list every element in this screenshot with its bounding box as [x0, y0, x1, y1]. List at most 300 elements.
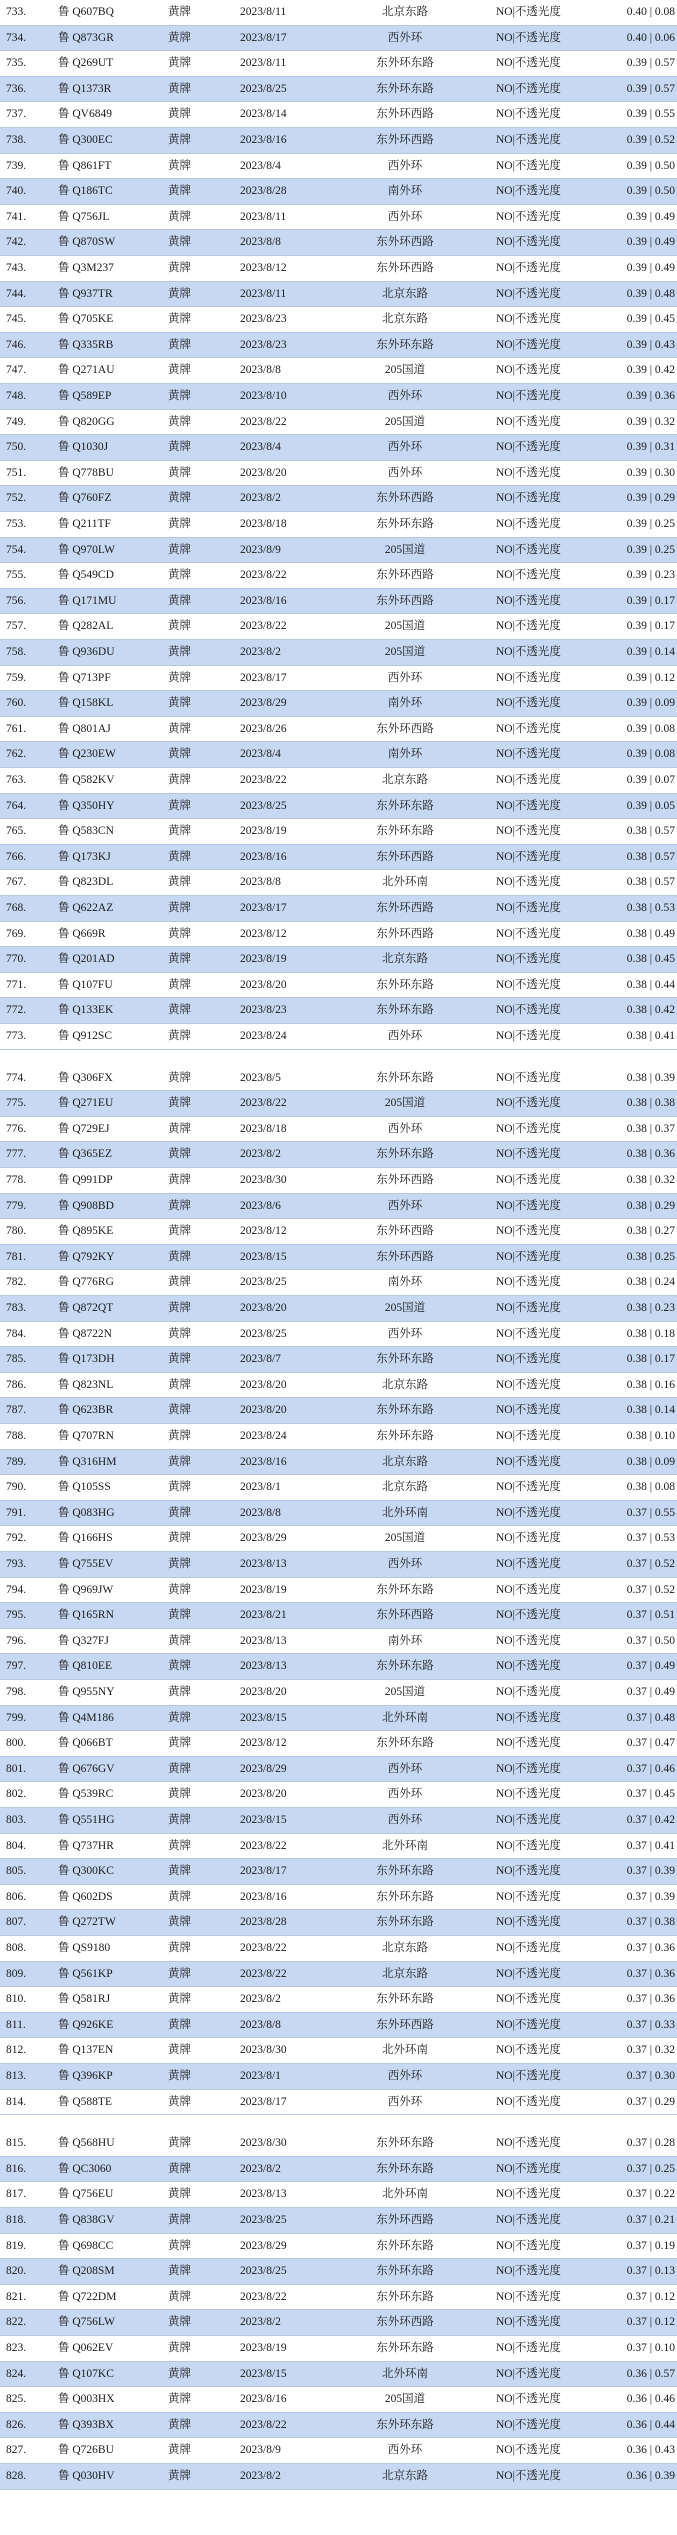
opacity-values: 0.39 | 0.25 — [626, 518, 675, 530]
location: 西外环 — [387, 1122, 423, 1135]
inspection-date: 2023/8/25 — [240, 1327, 287, 1340]
row-number: 823. — [6, 2342, 27, 2354]
inspection-date: 2023/8/8 — [240, 2018, 281, 2031]
location: 西外环 — [387, 2444, 423, 2457]
plate-color: 黄牌 — [168, 390, 191, 402]
row-number: 811. — [6, 2018, 26, 2031]
plate-number: 鲁 Q713PF — [58, 671, 111, 684]
location: 西外环 — [387, 159, 423, 172]
location: 南外环 — [387, 1634, 423, 1647]
location: 东外环东路 — [376, 1890, 434, 1903]
plate-number: 鲁 Q107FU — [58, 978, 113, 991]
opacity-values: 0.39 | 0.08 — [626, 748, 675, 761]
table-row — [0, 461, 677, 487]
row-number: 738. — [6, 134, 27, 146]
plate-number: 鲁 Q8722N — [58, 1327, 112, 1340]
plate-number: 鲁 Q705KE — [58, 313, 114, 326]
location: 西外环 — [387, 441, 423, 454]
table-row — [0, 1117, 677, 1143]
row-number: 804. — [6, 1839, 27, 1852]
plate-number: 鲁 Q107KC — [58, 2367, 114, 2380]
plate-number: 鲁 Q300KC — [58, 1865, 114, 1878]
inspection-date: 2023/8/13 — [240, 2188, 287, 2201]
row-number: 750. — [6, 441, 27, 454]
result: NO|不透光度 — [496, 1276, 561, 1289]
opacity-values: 0.37 | 0.55 — [626, 1506, 675, 1519]
plate-color: 黄牌 — [168, 466, 191, 479]
row-number: 827. — [6, 2444, 27, 2457]
opacity-values: 0.38 | 0.16 — [626, 1378, 675, 1391]
result: NO|不透光度 — [496, 1865, 561, 1878]
plate-number: 鲁 Q030HV — [58, 2470, 115, 2482]
plate-color: 黄牌 — [168, 31, 191, 44]
plate-color: 黄牌 — [168, 1097, 191, 1110]
plate-color: 黄牌 — [168, 1788, 191, 1801]
table-row — [0, 2413, 677, 2439]
location: 东外环西路 — [376, 569, 434, 582]
inspection-date: 2023/8/2 — [240, 492, 281, 505]
plate-number: 鲁 Q872QT — [58, 1302, 114, 1314]
inspection-date: 2023/8/20 — [240, 1378, 287, 1391]
result: NO|不透光度 — [496, 722, 561, 735]
result: NO|不透光度 — [496, 338, 561, 351]
plate-color: 黄牌 — [168, 6, 191, 18]
location: 东外环西路 — [376, 1250, 434, 1263]
location: 205国道 — [384, 364, 426, 377]
plate-number: 鲁 Q105SS — [58, 1481, 111, 1494]
inspection-date: 2023/8/15 — [240, 2367, 287, 2380]
inspection-date: 2023/8/22 — [240, 1839, 287, 1852]
table-row — [0, 384, 677, 410]
plate-number: 鲁 Q173KJ — [58, 850, 111, 863]
location: 东外环西路 — [376, 594, 434, 607]
inspection-date: 2023/8/4 — [240, 441, 281, 454]
inspection-date: 2023/8/21 — [240, 1609, 287, 1622]
location: 北京东路 — [382, 774, 428, 786]
table-row — [0, 2013, 677, 2039]
inspection-date: 2023/8/25 — [240, 82, 287, 95]
location: 西外环 — [387, 1558, 423, 1570]
location: 北京东路 — [382, 1378, 428, 1391]
row-number: 751. — [6, 466, 27, 479]
inspection-date: 2023/8/17 — [240, 671, 287, 684]
opacity-values: 0.38 | 0.38 — [626, 1097, 675, 1110]
table-row — [0, 1450, 677, 1476]
table-row — [0, 1424, 677, 1450]
opacity-values: 0.39 | 0.08 — [626, 722, 675, 735]
opacity-values: 0.39 | 0.49 — [626, 236, 675, 249]
table-row — [0, 614, 677, 640]
plate-number: 鲁 Q602DS — [58, 1890, 113, 1903]
plate-color: 黄牌 — [168, 1506, 191, 1519]
row-number: 784. — [6, 1327, 27, 1340]
table-row — [0, 333, 677, 359]
opacity-values: 0.39 | 0.14 — [626, 646, 675, 658]
plate-number: 鲁 Q549CD — [58, 569, 114, 582]
table-row — [0, 666, 677, 692]
location: 205国道 — [384, 2393, 426, 2406]
table-row — [0, 1296, 677, 1322]
result: NO|不透光度 — [496, 978, 561, 991]
inspection-date: 2023/8/20 — [240, 1404, 287, 1417]
plate-number: 鲁 Q895KE — [58, 1225, 114, 1238]
row-number: 819. — [6, 2239, 27, 2252]
inspection-date: 2023/8/12 — [240, 1737, 287, 1750]
plate-color: 黄牌 — [168, 2188, 191, 2201]
plate-color: 黄牌 — [168, 671, 191, 684]
result: NO|不透光度 — [496, 1404, 561, 1417]
row-number: 773. — [6, 1030, 27, 1042]
row-number: 769. — [6, 927, 27, 940]
row-number: 775. — [6, 1097, 27, 1110]
plate-color: 黄牌 — [168, 1276, 191, 1289]
plate-number: 鲁 Q607BQ — [58, 6, 114, 18]
plate-color: 黄牌 — [168, 313, 191, 326]
plate-color: 黄牌 — [168, 134, 191, 146]
location: 西外环 — [387, 671, 423, 684]
plate-number: 鲁 Q335RB — [58, 338, 114, 351]
opacity-values: 0.37 | 0.53 — [626, 1532, 675, 1545]
table-row — [0, 1859, 677, 1885]
opacity-values: 0.39 | 0.42 — [626, 364, 675, 377]
result: NO|不透光度 — [496, 1122, 561, 1135]
inspection-date: 2023/8/1 — [240, 1481, 281, 1494]
opacity-values: 0.39 | 0.52 — [626, 134, 675, 146]
row-number: 768. — [6, 902, 27, 914]
opacity-values: 0.37 | 0.10 — [626, 2342, 675, 2354]
row-number: 801. — [6, 1762, 27, 1775]
inspection-date: 2023/8/29 — [240, 1532, 287, 1545]
location: 东外环东路 — [376, 1737, 434, 1750]
table-row — [0, 2387, 677, 2413]
table-row — [0, 1987, 677, 2013]
location: 北京东路 — [382, 953, 428, 966]
plate-number: 鲁 Q581RJ — [58, 1993, 111, 2006]
row-number: 786. — [6, 1378, 27, 1391]
table-row — [0, 1552, 677, 1578]
result: NO|不透光度 — [496, 1030, 561, 1042]
row-number: 736. — [6, 82, 27, 95]
plate-number: 鲁 Q062EV — [58, 2342, 114, 2354]
location: 西外环 — [387, 210, 423, 223]
opacity-values: 0.39 | 0.49 — [626, 210, 675, 223]
opacity-values: 0.37 | 0.36 — [626, 1942, 675, 1954]
inspection-date: 2023/8/15 — [240, 1250, 287, 1263]
plate-number: 鲁 Q186TC — [58, 185, 113, 198]
row-number: 797. — [6, 1660, 27, 1673]
result: NO|不透光度 — [496, 236, 561, 249]
row-number: 785. — [6, 1353, 27, 1366]
plate-color: 黄牌 — [168, 1890, 191, 1903]
table-row — [0, 998, 677, 1024]
table-row — [0, 358, 677, 384]
plate-color: 黄牌 — [168, 364, 191, 377]
plate-color: 黄牌 — [168, 1634, 191, 1647]
result: NO|不透光度 — [496, 825, 561, 838]
result: NO|不透光度 — [496, 2393, 561, 2406]
row-number: 772. — [6, 1004, 27, 1017]
opacity-values: 0.38 | 0.32 — [626, 1174, 675, 1186]
row-number: 796. — [6, 1634, 27, 1647]
opacity-values: 0.39 | 0.57 — [626, 82, 675, 95]
opacity-values: 0.39 | 0.48 — [626, 287, 675, 300]
table-row — [0, 2285, 677, 2311]
inspection-date: 2023/8/28 — [240, 185, 287, 198]
result: NO|不透光度 — [496, 748, 561, 761]
result: NO|不透光度 — [496, 2470, 561, 2482]
opacity-values: 0.38 | 0.49 — [626, 927, 675, 940]
plate-number: 鲁 Q755EV — [58, 1558, 114, 1570]
inspection-date: 2023/8/18 — [240, 1122, 287, 1135]
opacity-values: 0.38 | 0.42 — [626, 1004, 675, 1017]
location: 北京东路 — [382, 1455, 428, 1468]
location: 东外环东路 — [376, 1583, 434, 1596]
inspection-date: 2023/8/22 — [240, 569, 287, 582]
result: NO|不透光度 — [496, 82, 561, 95]
inspection-date: 2023/8/5 — [240, 1071, 281, 1084]
inspection-date: 2023/8/2 — [240, 646, 281, 658]
opacity-values: 0.38 | 0.45 — [626, 953, 675, 966]
result: NO|不透光度 — [496, 57, 561, 70]
table-row — [0, 2157, 677, 2183]
plate-color: 黄牌 — [168, 108, 191, 121]
result: NO|不透光度 — [496, 1942, 561, 1954]
result: NO|不透光度 — [496, 1737, 561, 1750]
opacity-values: 0.39 | 0.07 — [626, 774, 675, 786]
location: 北京东路 — [382, 2470, 428, 2482]
result: NO|不透光度 — [496, 313, 561, 326]
location: 东外环东路 — [376, 2137, 434, 2150]
result: NO|不透光度 — [496, 1814, 561, 1826]
plate-number: 鲁 Q269UT — [58, 57, 114, 70]
table-row — [0, 154, 677, 180]
result: NO|不透光度 — [496, 1097, 561, 1110]
row-number: 822. — [6, 2316, 27, 2329]
plate-number: 鲁 QC3060 — [58, 2162, 112, 2175]
row-number: 757. — [6, 620, 27, 633]
table-row — [0, 896, 677, 922]
row-number: 774. — [6, 1071, 27, 1084]
inspection-date: 2023/8/29 — [240, 2239, 287, 2252]
opacity-values: 0.36 | 0.57 — [626, 2367, 675, 2380]
row-number: 821. — [6, 2290, 27, 2303]
row-number: 761. — [6, 722, 27, 735]
inspection-date: 2023/8/7 — [240, 1353, 281, 1366]
inspection-date: 2023/8/20 — [240, 1788, 287, 1801]
inspection-date: 2023/8/25 — [240, 1276, 287, 1289]
table-row — [0, 819, 677, 845]
plate-number: 鲁 Q801AJ — [58, 722, 111, 735]
location: 东外环东路 — [376, 1004, 434, 1017]
row-number: 824. — [6, 2367, 27, 2380]
plate-color: 黄牌 — [168, 1481, 191, 1494]
opacity-values: 0.36 | 0.46 — [626, 2393, 675, 2406]
plate-color: 黄牌 — [168, 1967, 191, 1980]
table-row — [0, 1834, 677, 1860]
opacity-values: 0.37 | 0.30 — [626, 2070, 675, 2082]
table-row — [0, 307, 677, 333]
location: 东外环东路 — [376, 2239, 434, 2252]
plate-color: 黄牌 — [168, 2018, 191, 2031]
plate-number: 鲁 Q926KE — [58, 2018, 114, 2031]
inspection-date: 2023/8/22 — [240, 1097, 287, 1110]
opacity-values: 0.36 | 0.44 — [626, 2418, 675, 2431]
location: 北京东路 — [382, 287, 428, 300]
opacity-values: 0.37 | 0.39 — [626, 1865, 675, 1878]
row-number: 809. — [6, 1967, 27, 1980]
row-number: 739. — [6, 159, 27, 172]
location: 东外环西路 — [376, 2018, 434, 2031]
row-number: 735. — [6, 57, 27, 70]
row-number: 793. — [6, 1558, 27, 1570]
table-row — [0, 1245, 677, 1271]
location: 东外环东路 — [376, 57, 434, 70]
inspection-date: 2023/8/24 — [240, 1030, 287, 1042]
plate-color: 黄牌 — [168, 927, 191, 940]
location: 东外环西路 — [376, 2214, 434, 2226]
opacity-values: 0.37 | 0.48 — [626, 1711, 675, 1724]
row-number: 802. — [6, 1788, 27, 1801]
result: NO|不透光度 — [496, 1481, 561, 1494]
table-row — [0, 1270, 677, 1296]
result: NO|不透光度 — [496, 415, 561, 428]
location: 西外环 — [387, 1199, 423, 1212]
opacity-values: 0.38 | 0.57 — [626, 850, 675, 863]
opacity-values: 0.37 | 0.32 — [626, 2044, 675, 2057]
plate-number: 鲁 Q230EW — [58, 748, 116, 761]
plate-number: 鲁 Q756EU — [58, 2188, 114, 2201]
plate-color: 黄牌 — [168, 2265, 191, 2278]
result: NO|不透光度 — [496, 953, 561, 966]
plate-color: 黄牌 — [168, 1583, 191, 1596]
plate-number: 鲁 Q3M237 — [58, 262, 114, 274]
plate-color: 黄牌 — [168, 569, 191, 582]
table-row — [0, 1066, 677, 1092]
opacity-values: 0.38 | 0.09 — [626, 1455, 675, 1468]
opacity-values: 0.37 | 0.45 — [626, 1788, 675, 1801]
plate-color: 黄牌 — [168, 902, 191, 914]
plate-number: 鲁 Q551HG — [58, 1814, 115, 1826]
plate-number: 鲁 Q969JW — [58, 1583, 114, 1596]
table-row — [0, 1629, 677, 1655]
table-row — [0, 768, 677, 794]
opacity-values: 0.39 | 0.25 — [626, 543, 675, 556]
row-number: 780. — [6, 1225, 27, 1238]
location: 205国道 — [384, 1097, 426, 1110]
plate-color: 黄牌 — [168, 1004, 191, 1017]
result: NO|不透光度 — [496, 1353, 561, 1366]
row-number: 805. — [6, 1865, 27, 1878]
plate-number: 鲁 Q272TW — [58, 1916, 116, 1929]
table-row — [0, 1501, 677, 1527]
plate-number: 鲁 Q991DP — [58, 1174, 113, 1186]
inspection-date: 2023/8/29 — [240, 697, 287, 710]
location: 南外环 — [387, 1276, 423, 1289]
location: 东外环西路 — [376, 2316, 434, 2329]
row-number: 762. — [6, 748, 27, 761]
result: NO|不透光度 — [496, 927, 561, 940]
table-row — [0, 2131, 677, 2157]
plate-color: 黄牌 — [168, 1737, 191, 1750]
plate-color: 黄牌 — [168, 441, 191, 454]
inspection-date: 2023/8/19 — [240, 1583, 287, 1596]
result: NO|不透光度 — [496, 2265, 561, 2278]
table-row — [0, 563, 677, 589]
result: NO|不透光度 — [496, 1532, 561, 1545]
plate-number: 鲁 Q300EC — [58, 134, 113, 146]
inspection-date: 2023/8/22 — [240, 1942, 287, 1954]
row-number: 815. — [6, 2137, 27, 2150]
result: NO|不透光度 — [496, 1583, 561, 1596]
result: NO|不透光度 — [496, 2367, 561, 2380]
table-row — [0, 1578, 677, 1604]
plate-number: 鲁 Q792KY — [58, 1250, 115, 1263]
plate-color: 黄牌 — [168, 518, 191, 530]
result: NO|不透光度 — [496, 1839, 561, 1852]
table-row — [0, 947, 677, 973]
location: 东外环西路 — [376, 108, 434, 121]
table-row — [0, 2438, 677, 2464]
plate-number: 鲁 Q726BU — [58, 2444, 114, 2457]
inspection-date: 2023/8/22 — [240, 415, 287, 428]
row-number: 818. — [6, 2214, 27, 2226]
plate-number: 鲁 Q669R — [58, 927, 106, 940]
plate-color: 黄牌 — [168, 1942, 191, 1954]
result: NO|不透光度 — [496, 1711, 561, 1724]
plate-color: 黄牌 — [168, 2095, 191, 2108]
plate-number: 鲁 Q350HY — [58, 799, 115, 812]
plate-color: 黄牌 — [168, 978, 191, 991]
row-number: 733. — [6, 6, 27, 18]
inspection-date: 2023/8/26 — [240, 722, 287, 735]
result: NO|不透光度 — [496, 210, 561, 223]
opacity-values: 0.39 | 0.30 — [626, 466, 675, 479]
table-row — [0, 973, 677, 999]
plate-color: 黄牌 — [168, 2137, 191, 2150]
plate-color: 黄牌 — [168, 2290, 191, 2303]
inspection-date: 2023/8/15 — [240, 1711, 287, 1724]
location: 205国道 — [384, 415, 426, 428]
plate-number: 鲁 Q676GV — [58, 1762, 115, 1775]
plate-number: 鲁 Q838GV — [58, 2214, 115, 2226]
location: 东外环东路 — [376, 2162, 434, 2175]
location: 北外环南 — [382, 2044, 428, 2057]
location: 西外环 — [387, 466, 423, 479]
inspection-date: 2023/8/8 — [240, 236, 281, 249]
location: 东外环西路 — [376, 134, 434, 146]
table-row — [0, 282, 677, 308]
plate-color: 黄牌 — [168, 953, 191, 966]
table-row — [0, 1091, 677, 1117]
inspection-date: 2023/8/11 — [240, 57, 287, 70]
location: 北外环南 — [382, 876, 428, 889]
result: NO|不透光度 — [496, 390, 561, 402]
inspection-date: 2023/8/13 — [240, 1634, 287, 1647]
result: NO|不透光度 — [496, 1634, 561, 1647]
inspection-date: 2023/8/18 — [240, 518, 287, 530]
inspection-date: 2023/8/22 — [240, 774, 287, 786]
table-row — [0, 0, 677, 26]
result: NO|不透光度 — [496, 1609, 561, 1622]
plate-color: 黄牌 — [168, 2214, 191, 2226]
plate-color: 黄牌 — [168, 1148, 191, 1161]
result: NO|不透光度 — [496, 1225, 561, 1238]
inspection-date: 2023/8/16 — [240, 2393, 287, 2406]
inspection-date: 2023/8/2 — [240, 2162, 281, 2175]
plate-color: 黄牌 — [168, 2393, 191, 2406]
plate-color: 黄牌 — [168, 1865, 191, 1878]
result: NO|不透光度 — [496, 2418, 561, 2431]
